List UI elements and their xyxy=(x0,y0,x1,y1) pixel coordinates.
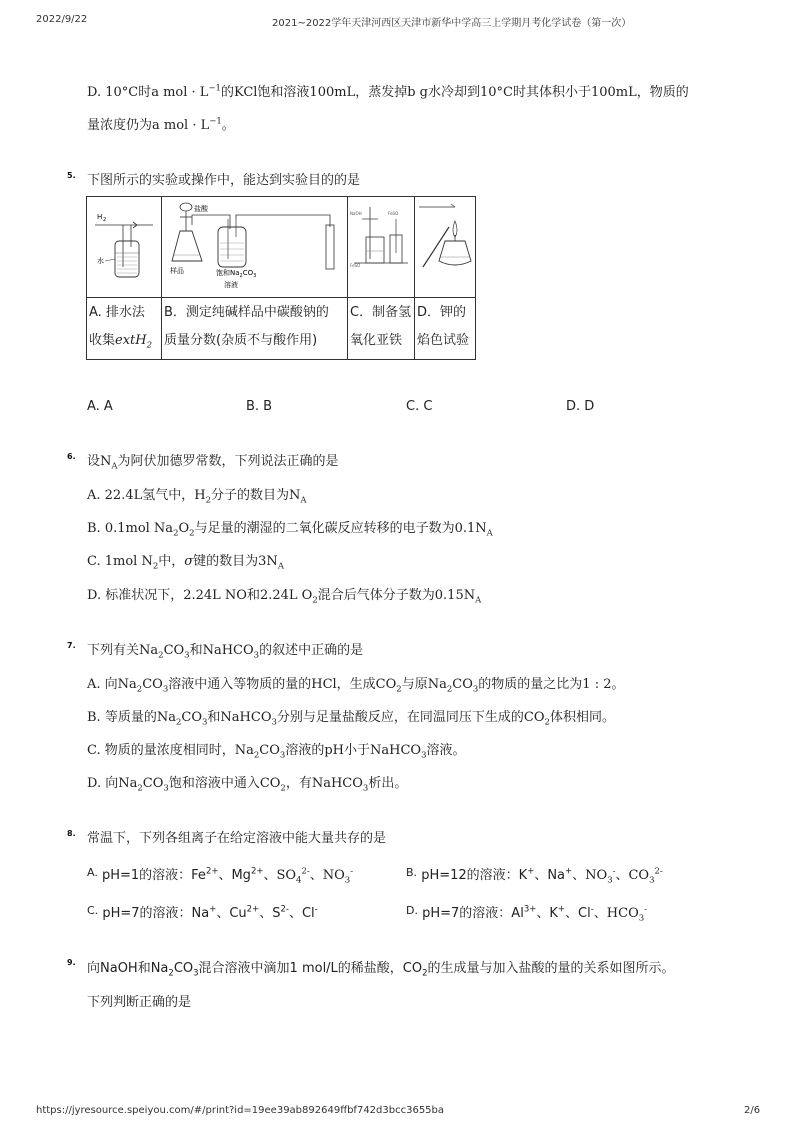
q4-option-d-line2: 量浓度仍为a mol · $L^{-1}$。 xyxy=(87,116,235,133)
header-title: 2021~2022学年天津河西区天津市新华中学高三上学期月考化学试卷（第一次） xyxy=(272,18,632,29)
q5-cell-a: A. 排水法 收集extH$_2$ xyxy=(87,298,162,360)
q7-number: 7. xyxy=(67,641,76,650)
q5-option-c[interactable]: C. C xyxy=(406,399,433,414)
q5-figure-c xyxy=(348,197,415,298)
q5-option-d[interactable]: D. D xyxy=(566,399,595,414)
q6-option-c[interactable]: C. 1mol $N_2$中，σ键的数目为$3N_A$ xyxy=(87,554,284,572)
q8-option-b[interactable]: $^{B.}$ pH=12的溶液：K+、Na+、$NO_3^-$、$CO_3^{2-}$ xyxy=(406,866,663,886)
q9-stem-line1: 向NaOH和$Na_2CO_3$混合溶液中滴加1 mol/L的稀盐酸，$CO_2$的生成量与加入盐酸的量的关系如图所示。 xyxy=(87,961,675,979)
q8-option-c[interactable]: $^{C.}$ pH=7的溶液：Na+、$Cu^{2+}$、$S^{2-}$、Cl- xyxy=(87,904,318,921)
q7-stem: 下列有关$Na_2CO_3$和NaHCO$_3$的叙述中正确的是 xyxy=(87,643,364,661)
titration-apparatus-diagram xyxy=(162,197,347,293)
svg-text:样品: 样品 xyxy=(170,267,184,275)
q8-option-a[interactable]: $^{A.}$ pH=1的溶液：$Fe^{2+}$、$Mg^{2+}$、$SO_4^{2-}$、$NO_3^-$ xyxy=(87,866,354,886)
q6-option-d[interactable]: D. 标准状况下，2.24L NO和2.24L $O_2$混合后气体分子数为$0.15N_A$ xyxy=(87,588,482,606)
q5-cell-c: C．制备氢 氧化亚铁 xyxy=(348,298,415,360)
header-date: 2022/9/22 xyxy=(36,14,88,25)
svg-text:盐酸: 盐酸 xyxy=(194,205,208,213)
q8-option-d[interactable]: $^{D.}$ pH=7的溶液：$Al^{3+}$、K+、Cl-、$HCO_3^-$ xyxy=(406,904,648,924)
svg-text:2: 2 xyxy=(103,217,107,223)
page-number: 2/6 xyxy=(744,1105,761,1116)
svg-text:FeSO: FeSO xyxy=(350,263,361,268)
q5-stem: 下图所示的实验或操作中，能达到实验目的的是 xyxy=(87,173,361,188)
svg-text:水: 水 xyxy=(97,257,104,265)
q6-number: 6. xyxy=(67,452,76,461)
q9-stem-line2: 下列判断正确的是 xyxy=(87,995,192,1010)
q5-figure-a xyxy=(87,197,162,298)
q7-option-c[interactable]: C. 物质的量浓度相同时，$Na_2CO_3$溶液的pH小于NaHCO$_3$溶液。 xyxy=(87,743,466,761)
q4-option-d-line1: D. 10°C时a mol · $L^{-1}$的KCl饱和溶液100mL，蒸发掉b g水冷却到10°C时其体积小于100mL，物质的 xyxy=(87,83,689,100)
q6-option-a[interactable]: A. 22.4L氢气中，$H_2$分子的数目为$N_A$ xyxy=(87,488,307,506)
q9-number: 9. xyxy=(67,958,76,967)
q6-option-b[interactable]: B. 0.1mol $Na_2O_2$与足量的潮湿的二氧化碳反应转移的电子数为$0.1N_A$ xyxy=(87,521,493,539)
svg-text:H: H xyxy=(97,213,103,221)
q7-option-a[interactable]: A. 向$Na_2CO_3$溶液中通入等物质的量的HCl，生成$CO_2$与原$Na_2CO_3$的物质的量之比为1 : 2。 xyxy=(87,677,625,695)
precipitation-diagram xyxy=(348,197,414,293)
q6-stem: 设$N_A$为阿伏加德罗常数，下列说法正确的是 xyxy=(87,454,339,472)
q5-figure-table xyxy=(86,196,476,360)
q5-figure-b xyxy=(162,197,348,298)
gas-collection-diagram xyxy=(87,197,161,293)
q5-number: 5. xyxy=(67,171,76,180)
svg-text:饱和Na2CO3: 饱和$Na_2CO_3$ xyxy=(216,269,257,279)
q5-figure-d xyxy=(415,197,476,298)
q5-cell-d: D．钾的 焰色试验 xyxy=(415,298,476,360)
svg-text:溶液: 溶液 xyxy=(224,281,238,289)
flame-test-diagram xyxy=(415,197,475,293)
footer-url[interactable]: https://jyresource.speiyou.com/#/print?id=19ee39ab892649ffbf742d3bcc3655ba xyxy=(36,1105,445,1116)
q5-cell-b: B．测定纯碱样品中碳酸钠的 质量分数(杂质不与酸作用) xyxy=(162,298,348,360)
q8-stem: 常温下，下列各组离子在给定溶液中能大量共存的是 xyxy=(87,831,387,846)
q8-number: 8. xyxy=(67,829,76,838)
svg-text:FeSO: FeSO xyxy=(388,211,399,216)
svg-text:NaOH: NaOH xyxy=(350,211,362,216)
q5-option-b[interactable]: B. B xyxy=(246,399,273,414)
q7-option-b[interactable]: B. 等质量的$Na_2CO_3$和NaHCO$_3$分别与足量盐酸反应，在同温同压下生成的$CO_2$体积相同。 xyxy=(87,710,615,728)
q7-option-d[interactable]: D. 向$Na_2CO_3$饱和溶液中通入$CO_2$，有NaHCO$_3$析出。 xyxy=(87,776,408,794)
q5-option-a[interactable]: A. A xyxy=(87,399,113,414)
